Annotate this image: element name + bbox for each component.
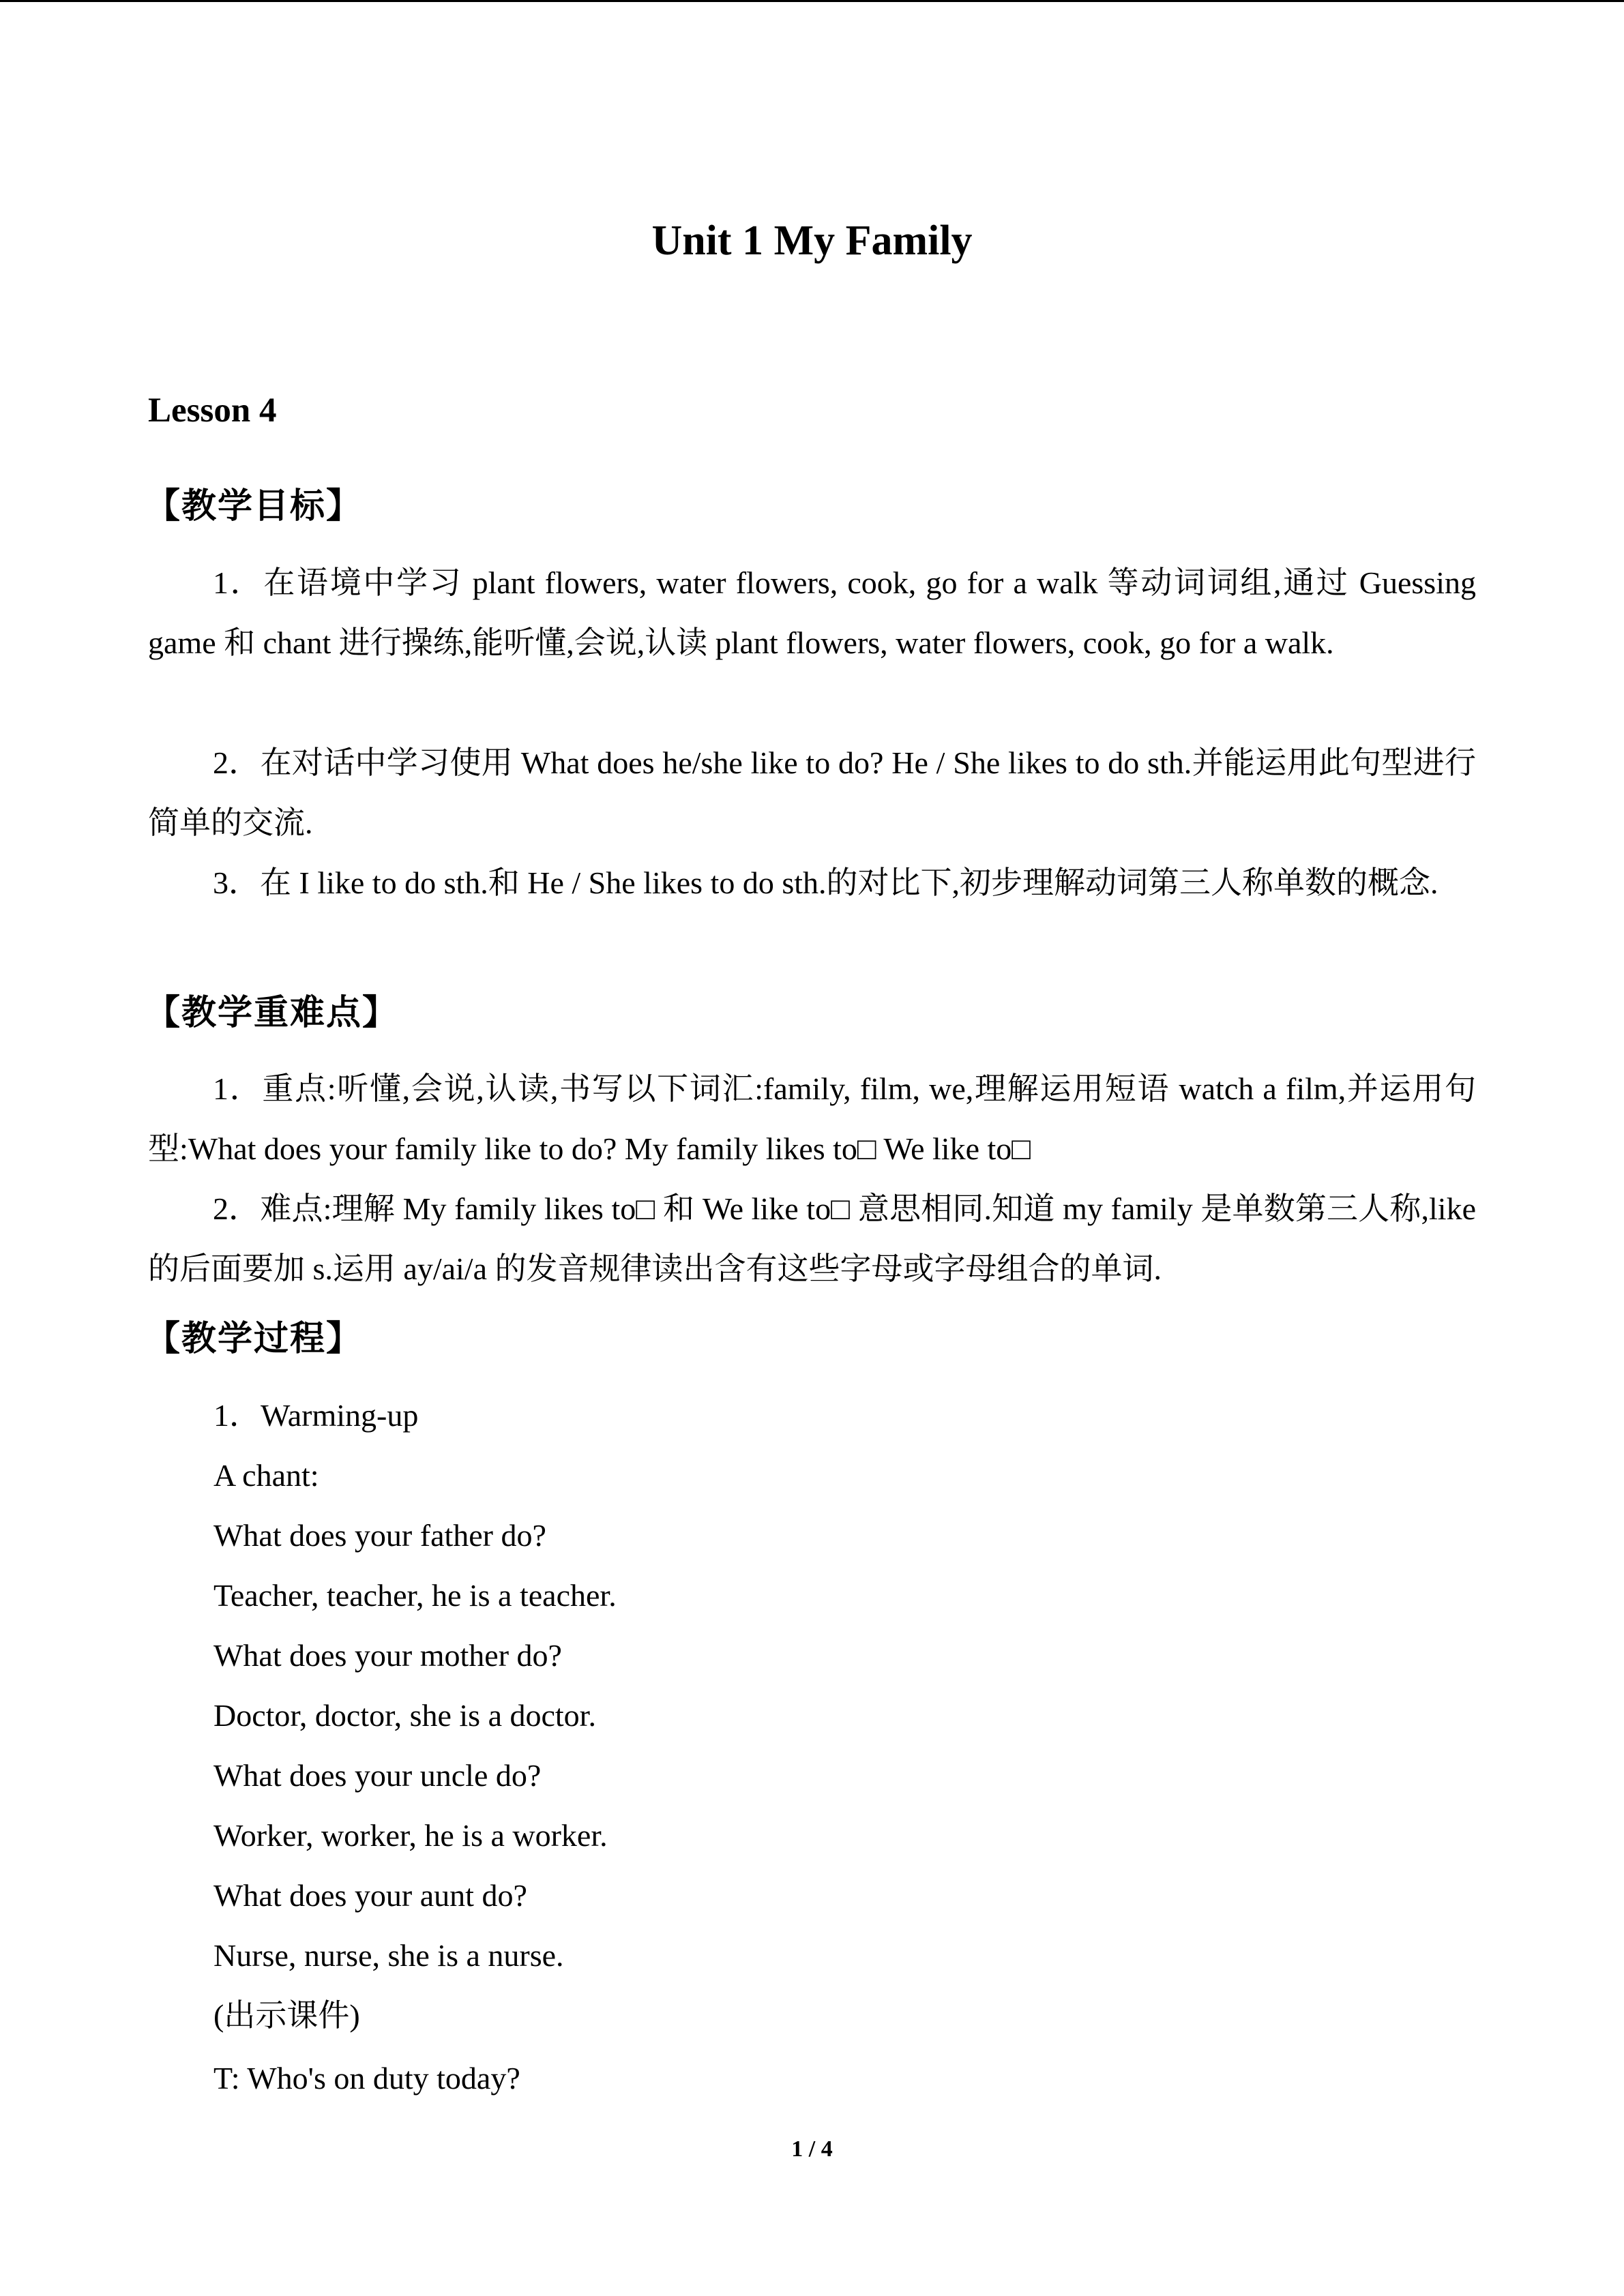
- objective-item-1: 1．在语境中学习 plant flowers, water flowers, cook, go for a walk 等动词词组,通过 Guessing game 和 chant 进行操练,能听懂,会说,认读 plant flowers, water flowers, cook, go for a walk.: [148, 565, 1476, 660]
- process-line: Teacher, teacher, he is a teacher.: [213, 1578, 617, 1613]
- objective-item-3: 3．在 I like to do sth.和 He / She likes to do sth.的对比下,初步理解动词第三人称单数的概念.: [213, 865, 1438, 900]
- key-points-heading: 【教学重难点】: [145, 993, 399, 1033]
- top-border-line: [0, 0, 1624, 2]
- process-heading: 【教学过程】: [145, 1319, 363, 1359]
- process-line: What does your father do?: [213, 1518, 546, 1553]
- document-title: Unit 1 My Family: [651, 218, 973, 264]
- process-line: Doctor, doctor, she is a doctor.: [213, 1698, 596, 1733]
- process-line: What does your aunt do?: [213, 1878, 527, 1913]
- lesson-label: Lesson 4: [148, 391, 277, 430]
- process-line: A chant:: [213, 1458, 319, 1493]
- process-line: What does your mother do?: [213, 1638, 562, 1673]
- process-line: 1．Warming-up: [213, 1398, 419, 1433]
- key-point-item-1: 1．重点:听懂,会说,认读,书写以下词汇:family, film, we,理解运用短语 watch a film,并运用句型:What does your family like to do? My family likes to□ We like to□: [148, 1071, 1476, 1166]
- process-line: (出示课件): [213, 1998, 360, 2033]
- objective-item-2: 2．在对话中学习使用 What does he/she like to do? He / She likes to do sth.并能运用此句型进行简单的交流.: [148, 745, 1476, 840]
- process-line: What does your uncle do?: [213, 1758, 542, 1793]
- process-line: Worker, worker, he is a worker.: [213, 1818, 608, 1853]
- key-point-item-2: 2．难点:理解 My family likes to□ 和 We like to□ 意思相同.知道 my family 是单数第三人称,like 的后面要加 s.运用 ay/ai/a 的发音规律读出含有这些字母或字母组合的单词.: [148, 1191, 1476, 1286]
- process-line: T: Who's on duty today?: [213, 2061, 520, 2096]
- process-line: Nurse, nurse, she is a nurse.: [213, 1938, 564, 1973]
- objectives-heading: 【教学目标】: [145, 486, 363, 526]
- page-number: 1 / 4: [791, 2136, 833, 2162]
